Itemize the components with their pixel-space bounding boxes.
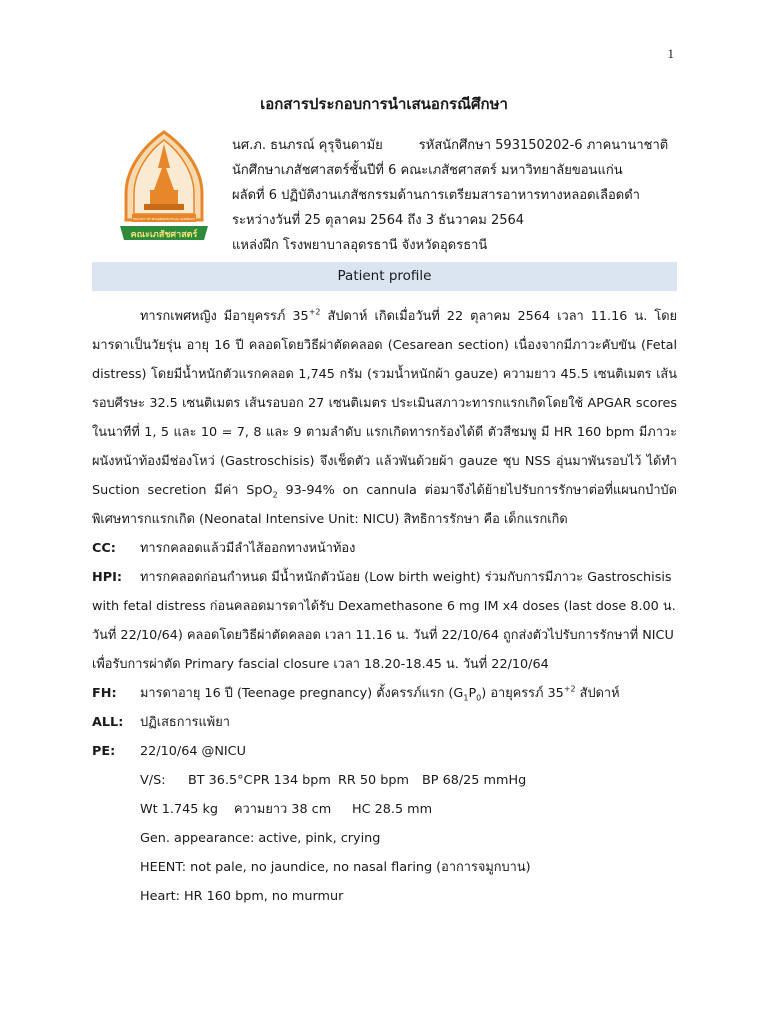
cc-label: CC: — [92, 541, 116, 556]
all-text: ปฏิเสธการแพ้ยา — [140, 715, 230, 730]
hpi-row — [92, 563, 677, 592]
hpi-text-line2: with fetal distress ก่อนคลอดมารดาได้รับ Dexamethasone 6 mg IM x4 doses (last dose 8.00 น. — [92, 599, 676, 614]
hpi-text-line3: วันที่ 22/10/64) คลอดโดยวิธีผ่าตัดคลอด เวลา 11.16 น. วันที่ 22/10/64 ถูกส่งตัวไปรับการรักษาที่ NICU — [92, 628, 674, 643]
heent: HEENT: not pale, no jaundice, no nasal flaring (อาการจมูกบาน) — [140, 860, 531, 875]
vs-pr: PR 134 bpm — [253, 773, 331, 788]
fh-row — [92, 679, 677, 708]
head-circumference: HC 28.5 mm — [352, 802, 433, 817]
weight: Wt 1.745 kg — [140, 802, 218, 817]
fh-text: มารดาอายุ 16 ปี (Teenage pregnancy) ตั้งครรภ์แรก $(G_1P_0)$ อายุครรภ์ $35^{+2}$ สัปดาห์ — [140, 684, 620, 703]
training-site: แหล่งฝึก โรงพยาบาลอุดรธานี จังหวัดอุดรธานี — [232, 238, 488, 253]
all-row — [92, 708, 677, 737]
pe-label: PE: — [92, 744, 116, 759]
vital-signs — [92, 766, 677, 795]
rotation-info: ผลัดที่ 6 ปฏิบัติงานเภสัชกรรมด้านการเตรียมสารอาหารทางหลอดเลือดดำ — [232, 188, 640, 203]
vs-rr: RR 50 bpm — [338, 773, 409, 788]
general-appearance: Gen. appearance: active, pink, crying — [140, 831, 381, 846]
length: ความยาว 38 cm — [234, 802, 332, 817]
cc-text: ทารกคลอดแล้วมีลำไส้ออกทางหน้าท้อง — [140, 541, 356, 556]
patient-profile-heading: Patient profile — [92, 262, 677, 291]
student-id: รหัสนักศึกษา 593150202-6 ภาคนานาชาติ — [418, 138, 669, 153]
body-measurements — [92, 795, 677, 824]
vs-label: V/S: — [140, 773, 166, 788]
hpi-text-line4: เพื่อรับการผ่าตัด Primary fascial closure เวลา 18.20-18.45 น. วันที่ 22/10/64 — [92, 657, 549, 672]
page-number: 1 — [667, 46, 674, 61]
heart: Heart: HR 160 bpm, no murmur — [140, 889, 344, 904]
document-title: เอกสารประกอบการนำเสนอกรณีศึกษา — [260, 95, 508, 113]
faculty-logo — [118, 128, 210, 246]
cc-row — [92, 534, 677, 563]
fh-label: FH: — [92, 686, 117, 701]
vs-bp: BP 68/25 mmHg — [422, 773, 527, 788]
logo-band-text: FACULTY OF PHARMACEUTICAL SCIENCES — [132, 217, 196, 221]
hpi-text-line1: ทารกคลอดก่อนกำหนด มีน้ำหนักตัวน้อย (Low birth weight) ร่วมกับการมีภาวะ Gastroschisis — [140, 570, 672, 585]
patient-profile-content — [92, 302, 677, 911]
student-name: นศ.ภ. ธนภรณ์ คุรุจินดามัย — [232, 138, 383, 153]
all-label: ALL: — [92, 715, 124, 730]
intro-paragraph: ทารกเพศหญิง มีอายุครรภ์ $35^{+2}$ สัปดาห์ เกิดเมื่อวันที่ 22 ตุลาคม 2564 เวลา 11.16 น. โดยมารดาเป็นวัยรุ่น อายุ 16 ปี คลอดโดยวิธีผ่าตัดคลอด (Cesarean section) เนื่องจากมีภาวะคับขัน (Fetal distress) โดยมีน้ำหนักตัวแรกคลอด 1,745 กรัม (รวมน้ำหนักผ้า gauze) ความยาว 45.5 เซนติเมตร เส้นรอบศีรษะ 32.5 เซนติเมตร เส้นรอบอก 27 เซนติเมตร ประเมินสภาวะทารกแรกเกิดโดยใช้ APGAR scores ในนาทีที่ 1, 5 และ 10 = 7, 8 และ 9 ตามลำดับ แรกเกิดทารกร้องได้ดี ตัวสีชมพู มี HR 160 bpm มีภาวะผนังหน้าท้องมีช่องโหว่ (Gastroschisis) จึงเช็ดตัว แล้วพันด้วยผ้า gauze ชุบ NSS อุ่นมาพันรอบไว้ ได้ทำ Suction secretion มีค่า SpO$_2$ 93-94% on cannula ต่อมาจึงได้ย้ายไปรับการรักษาต่อที่แผนกบำบัดพิเศษทารกแรกเกิด (Neonatal Intensive Unit: NICU) สิทธิการรักษา คือ เด็กแรกเกิด — [92, 307, 677, 527]
rotation-dates: ระหว่างวันที่ 25 ตุลาคม 2564 ถึง 3 ธันวาคม 2564 — [232, 213, 525, 228]
logo-ribbon-text: คณะเภสัชศาสตร์ — [130, 230, 198, 240]
pe-date: 22/10/64 @NICU — [140, 744, 246, 759]
header-info — [232, 133, 702, 258]
pe-row — [92, 737, 677, 766]
student-year-faculty: นักศึกษาเภสัชศาสตร์ชั้นปีที่ 6 คณะเภสัชศาสตร์ มหาวิทยาลัยขอนแก่น — [232, 163, 623, 178]
hpi-label: HPI: — [92, 570, 122, 585]
vs-bt: BT 36.5°C — [188, 773, 253, 788]
